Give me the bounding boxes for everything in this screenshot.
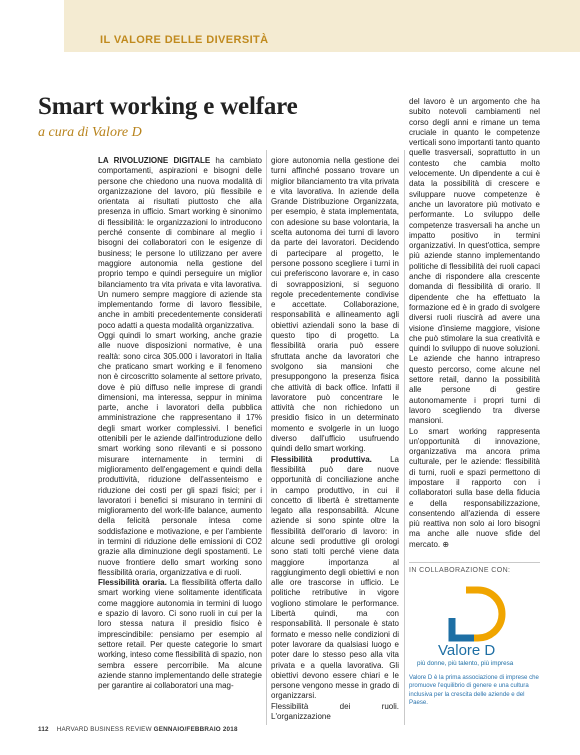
paragraph-text: La flessibilità offerta dallo smart working viene solitamente identificata come maggiore autonomia in termini di luogo e spazio di lavoro. Ci sono ruoli in cui per la loro stessa natura il presidio fisico è imprescindibile: pensiamo per esempio al settore retail. Per queste categorie lo smart working, inteso come flessibilità di spazio, non sembra essere percorribile. Ma alcune aziende stanno implementando delle strategie per garantire ai collaboratori una mag- [98, 578, 262, 691]
paragraph [271, 455, 399, 702]
collaboration-description: Valore D è la prima associazione di imprese che promuove l'equilibrio di genere e una cultura inclusiva per la crescita delle aziende e del Paese. [409, 674, 539, 706]
publication-name: HARVARD BUSINESS REVIEW [56, 726, 152, 733]
page-number: 112 [38, 726, 49, 733]
paragraph: del lavoro è un argomento che ha subito notevoli cambiamenti nel corso degli anni e rimane un tema cruciale in quanto le competenze verticali sono importanti tanto quanto quelle trasversali, soprattutto in un contesto che cambia molto velocemente. Un dipendente a cui è data la possibilità di crescere e sviluppare nuove competenze è anche un lavoratore più motivato e performante. Lo sviluppo delle competenze trasversali ha anche un impatto positivo in termini organizzativi. In quest'ottica, sempre più aziende stanno implementando politiche di flessibilità dei ruoli capaci anche di rispondere alla crescente domanda di flessibilità di orario. Il dipendente che ha effettuato la formazione ed è in grado di svolgere diversi ruoli riuscirà ad avere una visione d'insieme maggiore, visione che può stimolare la sua creatività e quindi lo sviluppo di nuove soluzioni. Le aziende che hanno intrapreso questo percorso, come alcune nel settore retail, danno la possibilità alle persone di gestire autonomamente i propri turni di lavoro scegliendo tra diverse mansioni. [409, 97, 540, 426]
article-title: Smart working e welfare [38, 93, 298, 120]
valore-d-logo-icon [444, 580, 514, 646]
article-column-3 [409, 97, 540, 550]
paragraph-text: La flessibilità può dare nuove opportunità di conciliazione anche in campo produttivo, in cui il concetto di libertà è strettamente legato alla responsabilità. Alcune aziende si sono spinte oltre la flessibilità dell'orario di lavoro: in alcune sedi produttive gli orologi sono stati tolti perché viene data maggiore importanza al raggiungimento degli obiettivi e non alle ore trascorse in ufficio. Le politiche retributive in vigore vogliono stimolare le performance. Libertà quindi, ma con responsabilità. Il personale è stato formato e messo nelle condizioni di poter lavorare da qualsiasi luogo e poter dare lo stesso peso alla vita privata e a quella lavorativa. Gli obiettivi devono essere chiari e le persone vengono messe in grado di organizzarsi. [271, 454, 399, 701]
paragraph [98, 578, 262, 691]
subheading: Flessibilità produttiva. [271, 454, 372, 464]
column-divider [404, 150, 405, 725]
issue-date: GENNAIO/FEBBRAIO 2018 [153, 726, 238, 733]
end-mark-icon: ⊕ [442, 539, 450, 549]
paragraph [98, 156, 262, 331]
section-label: IL VALORE DELLE DIVERSITÀ [100, 34, 269, 46]
page-footer [38, 726, 238, 733]
logo-tagline: più donne, più talento, più impresa [417, 660, 514, 667]
article-column-2 [271, 156, 399, 722]
article-byline: a cura di Valore D [38, 125, 142, 140]
paragraph [409, 427, 540, 551]
lead-in: LA RIVOLUZIONE DIGITALE [98, 156, 211, 165]
paragraph: Flessibilità dei ruoli. L'organizzazione [271, 701, 399, 722]
paragraph: Oggi quindi lo smart working, anche grazie alle nuove disposizioni normative, è una realtà: sono circa 305.000 i lavoratori in Italia che praticano smart working e il fenomeno non è circoscritto solamente al settore privato, dove è più diffuso nelle imprese di grandi dimensioni, ma interessa, seppur in minima parte, anche i lavoratori della pubblica amministrazione che rappresentano il 17% degli smart worker complessivi. I benefici ottenibili per le aziende dall'introduzione dello smart working sono rilevanti e si possono misurare internamente in termini di miglioramento dell'engagement e quindi della produttività, riduzione dell'assenteismo e riduzione dei costi per gli spazi fisici; per i lavoratori i benefici si misurano in termini di miglioramento del work-life balance, aumento della felicità personale intesa come soddisfazione e motivazione, e per l'ambiente in termini di riduzione delle emissioni di CO2 grazie alla diminuzione degli spostamenti. Le nuove frontiere dello smart working sono flessibilità oraria, organizzativa e di ruoli. [98, 331, 262, 577]
paragraph-text: ha cambiato comportamenti, aspirazioni e bisogni delle persone che chiedono una nuova modalità di organizzazione del lavoro, più flessibile e orientata ai risultati piuttosto che alla presenza in ufficio. Smart working è sinonimo di flessibilità: le organizzazioni lo introducono perché consente di combinare al meglio i bisogni dei collaboratori con le esigenze di business; le persone lo utilizzano per avere maggiore autonomia nella gestione del proprio tempo e quindi perseguire un miglior bilanciamento tra vita privata e vita lavorativa. Un numero sempre maggiore di aziende sta implementando forme di lavoro flessibile, anche in ambiti precedentemente considerati poco adatti a questa modalità organizzativa. [98, 156, 262, 330]
collaboration-rule [409, 562, 540, 563]
subheading: Flessibilità oraria. [98, 578, 167, 588]
column-divider [266, 150, 267, 725]
paragraph-text: Lo smart working rappresenta un'opportunità di innovazione, organizzativa ma ancora prima culturale, per le aziende: flessibilità di turni, ruoli e spazi permettono di impostare il rapporto con i collaboratori sulla base della fiducia e della responsabilizzazione, consentendo all'azienda di essere più reattiva non solo ai loro bisogni ma anche alle nuove sfide del mercato. [409, 426, 540, 549]
logo-wordmark: Valore D [438, 642, 496, 659]
article-column-1 [98, 156, 262, 691]
collaboration-title: IN COLLABORAZIONE CON: [409, 567, 511, 574]
paragraph: giore autonomia nella gestione dei turni affinché possano trovare un miglior bilanciamento tra vita privata e vita lavorativa. In aziende della Grande Distribuzione Organizzata, per esempio, è stata implementata, con adesione su base volontaria, la scelta autonoma dei turni di lavoro da parte dei lavoratori. Decidendo di partecipare al progetto, le persone possono scegliere i turni in cui preferiscono lavorare e, in caso di sovrapposizioni, si seguono regole precedentemente condivise e accettate. Collaborazione, responsabilità e allineamento agli obiettivi aziendali sono la base di questo tipo di progetto. La flessibilità oraria può essere sfruttata anche da lavoratori che svolgono sia mansioni che presuppongono la presenza fisica che attività di back office. Infatti il lavoratore può concentrare le attività che non richiedono un presidio fisico in un determinato momento e svolgerle in un luogo diverso dall'ufficio usufruendo quindi dello smart working. [271, 156, 399, 454]
